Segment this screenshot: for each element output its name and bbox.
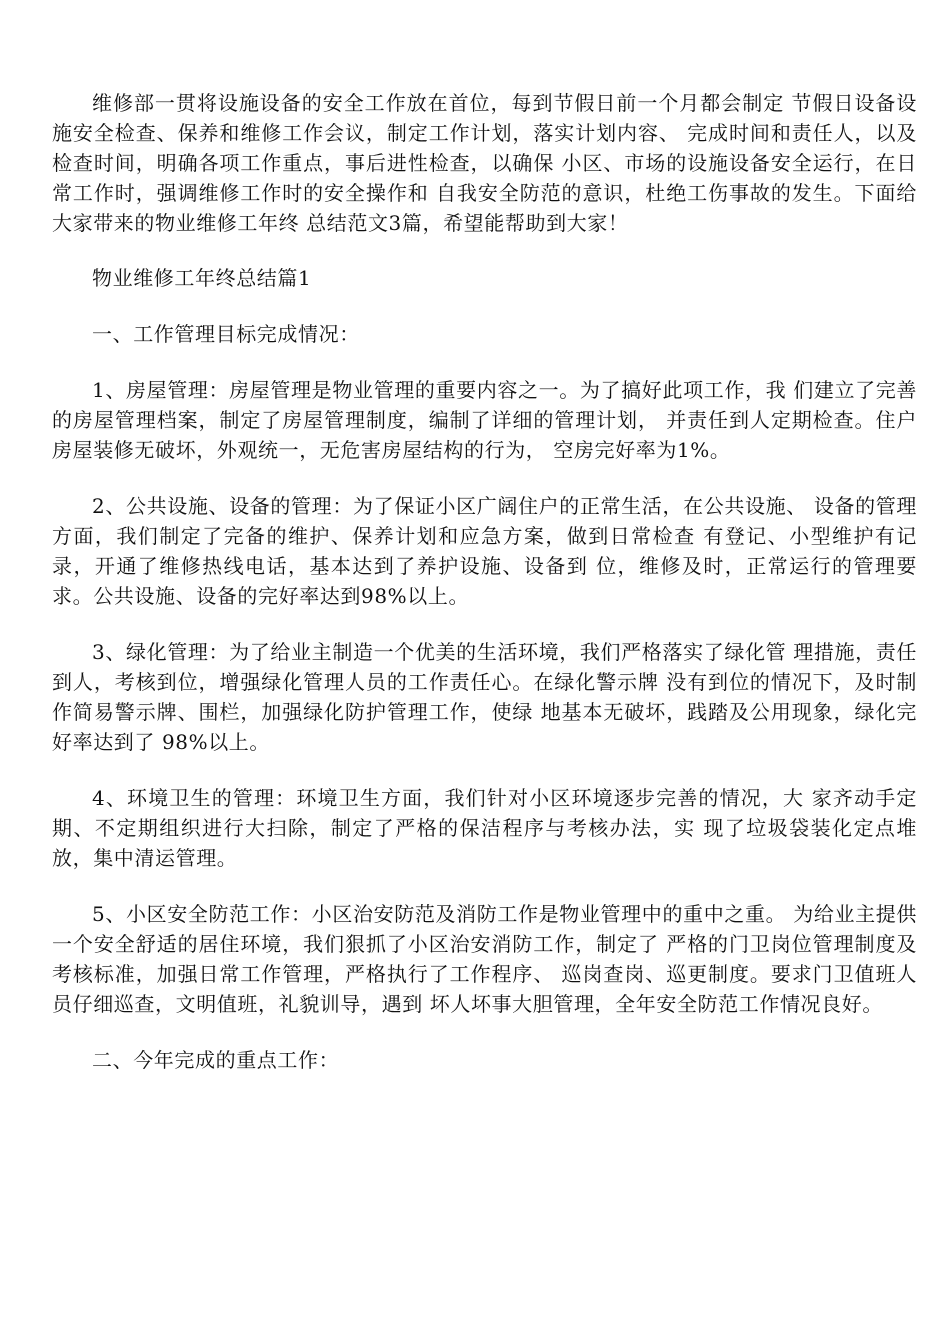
item-greening-management: 3、绿化管理：为了给业主制造一个优美的生活环境，我们严格落实了绿化管 理措施，责任到人，考核到位，增强绿化管理人员的工作责任心。在绿化警示牌 没有到位的情况下，及时制作简易警示牌、围栏，加强绿化防护管理工作，使绿 地基本无破坏，践踏及公用现象，绿化完好率达到了 98%以上。 — [52, 640, 917, 754]
article-title: 物业维修工年终总结篇1 — [92, 266, 312, 290]
section-heading-2: 二、今年完成的重点工作： — [92, 1048, 340, 1072]
item-security-prevention: 5、小区安全防范工作：小区治安防范及消防工作是物业管理中的重中之重。 为给业主提供一个安全舒适的居住环境，我们狠抓了小区治安消防工作，制定了 严格的门卫岗位管理制度及考核标准，加强日常工作管理，严格执行了工作程序、 巡岗查岗、巡更制度。要求门卫值班人员仔细巡查，文明值班，礼貌训导，遇到 坏人坏事大胆管理，全年安全防范工作情况良好。 — [52, 902, 917, 1016]
section-heading-1: 一、工作管理目标完成情况： — [92, 322, 360, 346]
item-housing-management: 1、房屋管理：房屋管理是物业管理的重要内容之一。为了搞好此项工作，我 们建立了完善的房屋管理档案，制定了房屋管理制度，编制了详细的管理计划， 并责任到人定期检查。住户房屋装修无破坏，外观统一，无危害房屋结构的行为， 空房完好率为1%。 — [52, 378, 917, 462]
document-body — [52, 88, 917, 1075]
intro-paragraph: 维修部一贯将设施设备的安全工作放在首位，每到节假日前一个月都会制定 节假日设备设施安全检查、保养和维修工作会议，制定工作计划，落实计划内容、 完成时间和责任人，以及检查时间，明确各项工作重点，事后进性检查，以确保 小区、市场的设施设备安全运行，在日常工作时，强调维修工作时的安全操作和 自我安全防范的意识，杜绝工伤事故的发生。下面给大家带来的物业维修工年终 总结范文3篇，希望能帮助到大家！ — [52, 91, 917, 235]
item-environmental-sanitation: 4、环境卫生的管理：环境卫生方面，我们针对小区环境逐步完善的情况，大 家齐动手定期、不定期组织进行大扫除，制定了严格的保洁程序与考核办法，实 现了垃圾袋装化定点堆放，集中清运管理。 — [52, 786, 917, 870]
item-public-facilities: 2、公共设施、设备的管理：为了保证小区广阔住户的正常生活，在公共设施、 设备的管理方面，我们制定了完备的维护、保养计划和应急方案，做到日常检查 有登记、小型维护有记录，开通了维修热线电话，基本达到了养护设施、设备到 位，维修及时，正常运行的管理要求。公共设施、设备的完好率达到98%以上。 — [52, 494, 917, 608]
